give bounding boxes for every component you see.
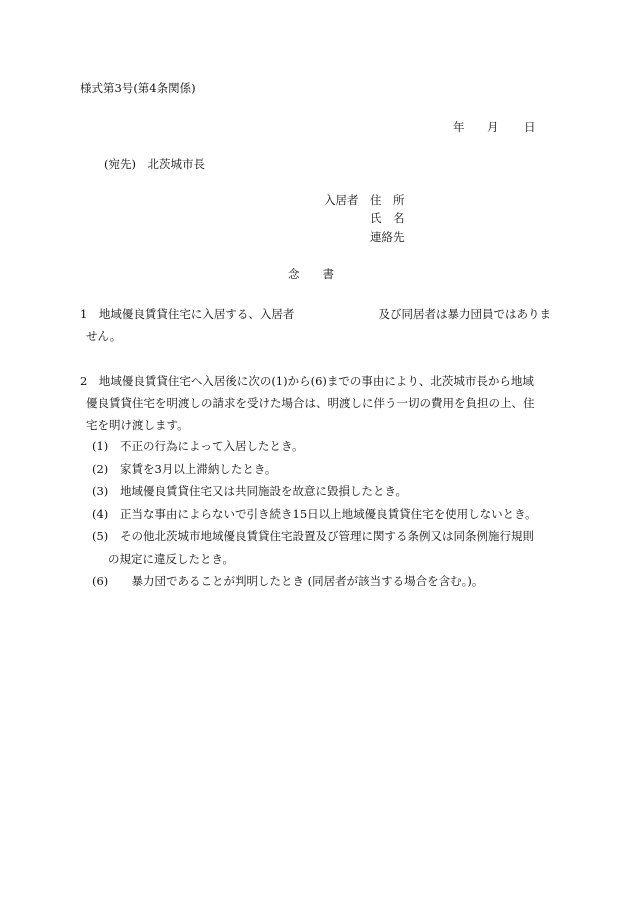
list-item-text: 暴力団であることが判明したとき (同居者が該当する場合を含む。)。 <box>120 574 484 588</box>
conditions-list <box>92 435 537 593</box>
list-item-number: (1) <box>92 439 109 453</box>
list-item-number: (5) <box>92 529 109 543</box>
resident-address-label: 住 所 <box>370 193 405 207</box>
date-year-label: 年 <box>453 120 465 134</box>
list-item <box>92 458 537 481</box>
list-item-number: (6) <box>92 574 109 588</box>
list-item-text: 不正の行為によって入居したとき。 <box>120 439 304 453</box>
list-item <box>92 503 537 526</box>
resident-label: 入居者 <box>324 193 359 207</box>
list-item <box>92 480 537 503</box>
form-number: 様式第3号(第4条関係) <box>80 81 196 95</box>
document-title: 念 書 <box>288 267 334 281</box>
list-item <box>92 435 537 458</box>
list-item-number: (4) <box>92 506 109 521</box>
paragraph-1 <box>80 303 550 347</box>
list-item-number: (2) <box>92 461 109 476</box>
paragraph-2-line-2: 優良賃貸住宅を明渡しの請求を受けた場合は、明渡しに伴う一切の費用を負担の上、住 <box>86 396 535 410</box>
list-item <box>92 570 537 593</box>
paragraph-2-line-3: 宅を明け渡します。 <box>86 418 189 432</box>
date-month-label: 月 <box>487 120 499 134</box>
list-item <box>92 525 537 570</box>
list-item-text: 家賃を3月以上滞納したとき。 <box>120 461 277 476</box>
date-day-label: 日 <box>524 120 536 134</box>
paragraph-1-line-1: 1 地域優良賃貸住宅に入居する、入居者 及び同居者は暴力団員ではありま <box>80 307 551 321</box>
paragraph-2-line-1: 2 地域優良賃貸住宅へ入居後に次の(1)から(6)までの事由により、北茨城市長から地域 <box>80 374 534 388</box>
paragraph-1-line-2: せん。 <box>86 329 122 343</box>
list-item-continuation: の規定に違反したとき。 <box>108 551 235 566</box>
list-item-number: (3) <box>92 484 109 498</box>
resident-contact-label: 連絡先 <box>370 230 405 244</box>
addressee: (宛先) 北茨城市長 <box>104 157 205 171</box>
list-item-text: 正当な事由によらないで引き続き15日以上地域優良賃貸住宅を使用しないとき。 <box>120 506 537 521</box>
list-item-text: その他北茨城市地域優良賃貸住宅設置及び管理に関する条例又は同条例施行規則 <box>120 529 534 543</box>
list-item-text: 地域優良賃貸住宅又は共同施設を故意に毀損したとき。 <box>120 484 408 498</box>
resident-name-label: 氏 名 <box>370 211 405 225</box>
paragraph-2 <box>80 370 550 436</box>
